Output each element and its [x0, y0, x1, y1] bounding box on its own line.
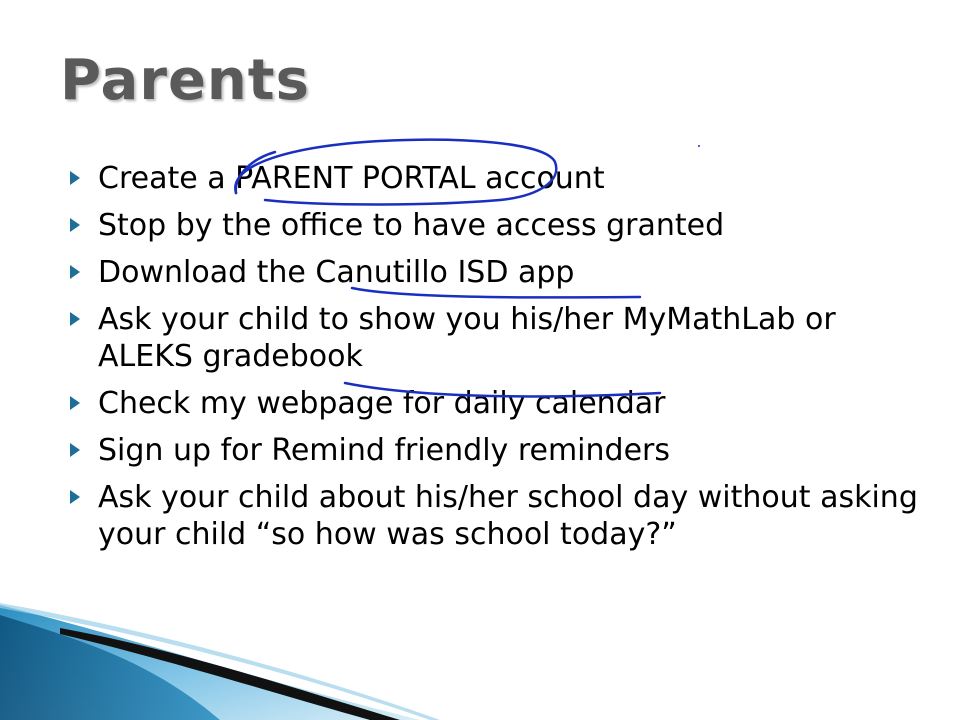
arrow-bullet-icon	[70, 443, 80, 457]
arrow-bullet-icon	[70, 171, 80, 185]
bullet-text: Check my webpage for daily calendar	[98, 386, 666, 421]
bullet-item	[70, 207, 920, 244]
arrow-bullet-icon	[70, 396, 80, 410]
bullet-text: Stop by the office to have access granted	[98, 208, 725, 243]
bullet-item	[70, 301, 920, 375]
wave-light	[0, 605, 420, 720]
bullet-item	[70, 385, 920, 422]
bullet-text: Ask your child to show you his/her MyMathLab or ALEKS gradebook	[98, 302, 836, 374]
slide-title: Parents	[60, 48, 310, 113]
wave-mid	[0, 615, 220, 720]
arrow-bullet-icon	[70, 312, 80, 326]
bullet-list	[70, 160, 920, 563]
arrow-bullet-icon	[70, 265, 80, 279]
wave-top-line	[0, 603, 440, 720]
wave-stripe	[60, 628, 400, 720]
bullet-text: Sign up for Remind friendly reminders	[98, 433, 670, 468]
bullet-item	[70, 254, 920, 291]
ink-dot-icon	[698, 145, 700, 147]
bullet-item	[70, 432, 920, 469]
bullet-text: Create a PARENT PORTAL account	[98, 161, 605, 196]
bullet-item	[70, 479, 920, 553]
arrow-bullet-icon	[70, 218, 80, 232]
bullet-text: Download the Canutillo ISD app	[98, 255, 575, 290]
bullet-item	[70, 160, 920, 197]
arrow-bullet-icon	[70, 490, 80, 504]
bullet-text: Ask your child about his/her school day without asking your child “so how was school today?”	[98, 480, 918, 552]
